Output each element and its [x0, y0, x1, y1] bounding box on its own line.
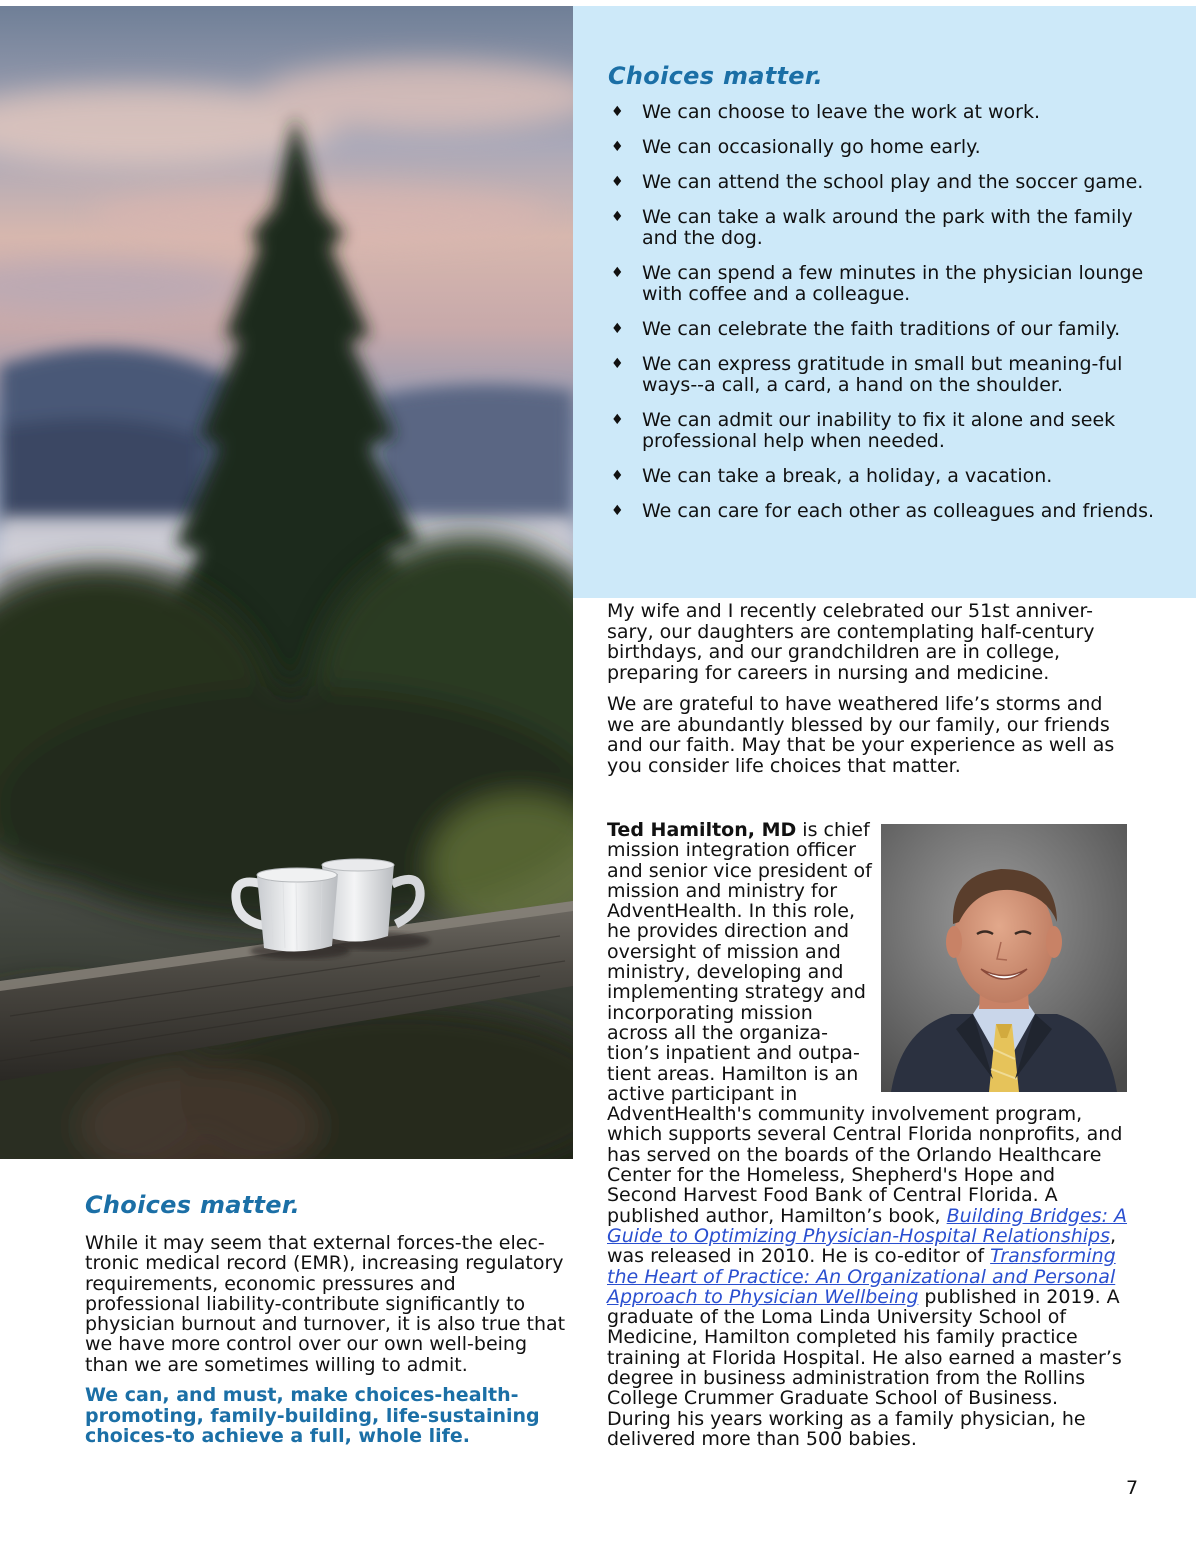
diamond-bullet-icon: ♦ — [611, 321, 624, 337]
author-name: Ted Hamilton, MD — [607, 819, 797, 841]
author-portrait — [881, 824, 1127, 1092]
diamond-bullet-icon: ♦ — [611, 503, 624, 519]
list-item: ♦ We can choose to leave the work at work. — [611, 101, 1041, 123]
sidebar-choices-list — [573, 6, 1196, 598]
gratitude-paragraph: We are grateful to have weathered life’s storms and we are abundantly blessed by our family, our friends and our faith. May that be your experience as well as you consider life choices that matter. — [607, 693, 1115, 777]
hero-photo-coffee-mugs — [0, 6, 573, 1159]
list-item: ♦ We can take a break, a holiday, a vacation. — [611, 465, 1053, 487]
diamond-bullet-icon: ♦ — [611, 265, 624, 281]
list-item: ♦ We can admit our inability to fix it alone and seek professional help when needed. — [611, 409, 1116, 452]
list-item: ♦ We can celebrate the faith traditions of our family. — [611, 318, 1121, 340]
diamond-bullet-icon: ♦ — [611, 174, 624, 190]
intro-paragraph: While it may seem that external forces-the elec-tronic medical record (EMR), increasing regulatory requirements, economic pressures and professional liability-contribute significantly to physician burnout and turnover, it is also true that we have more control over our own well-being than we are sometimes willing to admit. — [85, 1232, 566, 1376]
diamond-bullet-icon: ♦ — [611, 209, 624, 225]
bio-text: , was released in 2010. He is co-editor of — [607, 1224, 1117, 1268]
book-link-building-bridges[interactable]: Building Bridges: A Guide to Optimizing Physician-Hospital Relationships — [607, 1204, 1128, 1247]
list-item: ♦ We can occasionally go home early. — [611, 136, 981, 158]
bio-text: is chief mission integration officer and senior vice president of mission and ministry for AdventHealth. In this role, he provides direction and oversight of mission and ministry, developing and implementing strategy and incorporating mission across all the organiza-tion’s inpatient and outpa-tient areas. Hamilton is an active participant in AdventHealth's community involvement program, which supports several Central Florida nonprofits, and has served on the boards of the Orlando Healthcare Center for the Homeless, Shepherd's Hope and Second Harvest Food Bank of Central Florida. A published author, Hamilton’s book, — [607, 819, 1123, 1227]
bio-text: published in 2019. A graduate of the Loma Linda University School of Medicine, Hamilton completed his family practice training at Florida Hospital. He also earned a master’s degree in business administration from the Rollins College Crummer Graduate School of Business. During his years working as a family physician, he delivered more than 500 babies. — [607, 1285, 1122, 1450]
list-item: ♦ We can attend the school play and the soccer game. — [611, 171, 1144, 193]
book-link-transforming-heart[interactable]: Transforming the Heart of Practice: An Organizational and Personal Approach to Physician Wellbeing — [607, 1245, 1116, 1308]
list-item: ♦ We can spend a few minutes in the physician lounge with coffee and a colleague. — [611, 262, 1144, 305]
diamond-bullet-icon: ♦ — [611, 412, 624, 428]
anniversary-paragraph: My wife and I recently celebrated our 51st anniver-sary, our daughters are contemplating half-century birthdays, and our grandchildren are in college, preparing for careers in nursing and medicine. — [607, 600, 1095, 684]
choices-list — [608, 102, 1168, 536]
page-number: 7 — [1126, 1477, 1139, 1499]
sidebar-title: Choices matter. — [608, 62, 824, 90]
diamond-bullet-icon: ♦ — [611, 468, 624, 484]
diamond-bullet-icon: ♦ — [611, 104, 624, 120]
diamond-bullet-icon: ♦ — [611, 356, 624, 372]
list-item: ♦ We can take a walk around the park with the family and the dog. — [611, 206, 1133, 249]
diamond-bullet-icon: ♦ — [611, 139, 624, 155]
section-title: Choices matter. — [85, 1191, 301, 1219]
author-bio — [607, 820, 1127, 1449]
list-item: ♦ We can care for each other as colleagues and friends. — [611, 500, 1155, 522]
callout-paragraph: We can, and must, make choices-health-promoting, family-building, life-sustaining choices-to achieve a full, whole life. — [85, 1384, 540, 1447]
list-item: ♦ We can express gratitude in small but meaning-ful ways--a call, a card, a hand on the shoulder. — [611, 353, 1123, 396]
